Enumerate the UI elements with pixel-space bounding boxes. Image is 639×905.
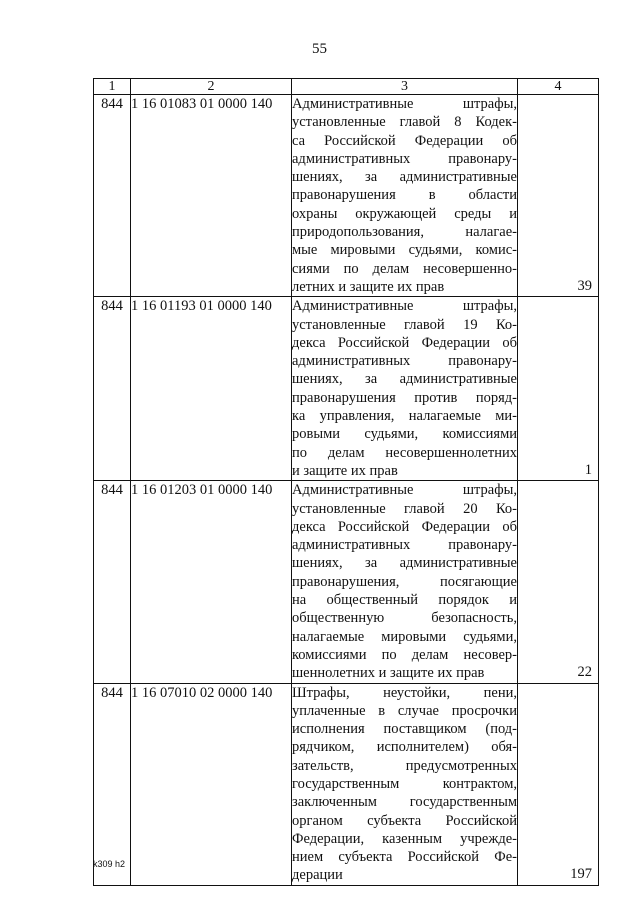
column-header-4: 4: [518, 79, 599, 95]
amount-value: 1: [584, 461, 592, 478]
description-cell: [292, 297, 518, 481]
description-line: налагаемые мировыми судьями,: [292, 628, 517, 645]
description-line: общественную безопасность,: [292, 610, 517, 627]
amount-cell: [518, 297, 599, 481]
description-line: государственным контрактом,: [292, 775, 517, 792]
description-line: исполнения поставщиком (под-: [292, 721, 517, 738]
description-line: природопользования, налагае-: [292, 224, 517, 241]
description-line: установленные главой 20 Ко-: [292, 500, 517, 517]
description-line: установленные главой 19 Ко-: [292, 316, 517, 333]
table-row: [94, 95, 599, 297]
description-line: Административные штрафы,: [292, 96, 517, 112]
column-header-3: 3: [292, 79, 518, 95]
description-line: летних и защите их прав: [292, 278, 445, 295]
description-line: ровыми судьями, комиссиями: [292, 426, 517, 443]
footer-code: k309 h2: [93, 859, 126, 869]
description-line: правонарушения, посягающие: [292, 573, 517, 590]
table-row: [94, 297, 599, 481]
description-line: административных правонару-: [292, 353, 517, 370]
description-line: шеннолетних и защите их прав: [292, 665, 485, 682]
description-line: шениях, за административные: [292, 169, 517, 186]
amount-value: 197: [570, 866, 592, 883]
amount-cell: [518, 95, 599, 297]
description-cell: [292, 95, 518, 297]
description-line: дерации: [292, 867, 343, 884]
description-line: Административные штрафы,: [292, 298, 517, 315]
description-line: са Российской Федерации об: [292, 132, 517, 149]
budget-table: [93, 78, 599, 886]
description-line: Федерации, казенным учрежде-: [292, 830, 517, 847]
admin-code-cell: 844: [94, 683, 131, 885]
description-line: правонарушения в области: [292, 187, 517, 204]
description-line: установленные главой 8 Кодек-: [292, 114, 517, 131]
description-line: Штрафы, неустойки, пени,: [292, 684, 517, 701]
amount-value: 39: [577, 277, 592, 294]
description-line: и защите их прав: [292, 462, 398, 479]
budget-code-cell: 1 16 07010 02 0000 140: [131, 683, 292, 885]
column-header-2: 2: [131, 79, 292, 95]
page-number: 55: [312, 41, 327, 57]
column-header-1: 1: [94, 79, 131, 95]
description-line: декса Российской Федерации об: [292, 518, 517, 535]
description-line: уплаченные в случае просрочки: [292, 702, 517, 719]
description-line: Административные штрафы,: [292, 482, 517, 499]
amount-cell: [518, 481, 599, 683]
description-line: правонарушения против поряд-: [292, 389, 517, 406]
description-line: шениях, за административные: [292, 371, 517, 388]
description-cell: [292, 481, 518, 683]
amount-cell: [518, 683, 599, 885]
description-line: охраны окружающей среды и: [292, 205, 517, 222]
description-line: нием субъекта Российской Фе-: [292, 849, 517, 866]
budget-code-cell: 1 16 01193 01 0000 140: [131, 297, 292, 481]
description-line: рядчиком, исполнителем) обя-: [292, 739, 517, 756]
table-row: [94, 683, 599, 885]
description-line: органом субъекта Российской: [292, 812, 517, 829]
budget-code-cell: 1 16 01203 01 0000 140: [131, 481, 292, 683]
description-line: административных правонару-: [292, 150, 517, 167]
description-line: декса Российской Федерации об: [292, 334, 517, 351]
description-line: заключенным государственным: [292, 794, 517, 811]
admin-code-cell: 844: [94, 481, 131, 683]
description-line: по делам несовершеннолетних: [292, 444, 517, 461]
amount-value: 22: [577, 664, 592, 681]
admin-code-cell: 844: [94, 297, 131, 481]
table-header-row: [94, 79, 599, 95]
budget-code-cell: 1 16 01083 01 0000 140: [131, 95, 292, 297]
admin-code-cell: 844: [94, 95, 131, 297]
description-line: на общественный порядок и: [292, 592, 517, 609]
description-line: административных правонару-: [292, 537, 517, 554]
description-cell: [292, 683, 518, 885]
description-line: ка управления, налагаемые ми-: [292, 408, 517, 425]
table-row: [94, 481, 599, 683]
description-line: комиссиями по делам несовер-: [292, 646, 517, 663]
description-line: сиями по делам несовершенно-: [292, 260, 517, 277]
description-line: мые мировыми судьями, комис-: [292, 242, 517, 259]
description-line: зательств, предусмотренных: [292, 757, 517, 774]
description-line: шениях, за административные: [292, 555, 517, 572]
